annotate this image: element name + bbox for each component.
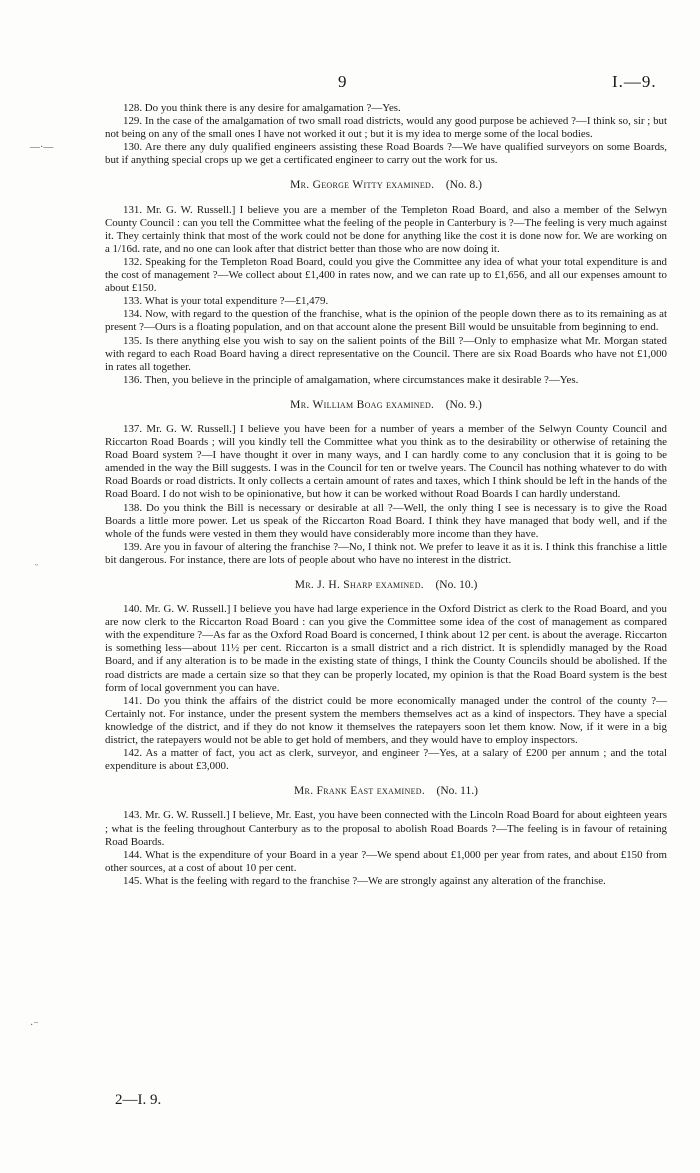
question-paragraph: 134. Now, with regard to the question of the franchise, what is the opinion of the people down there as to its remaining as at present ?—Ours is a floating population, and on that account alone the present Bill would be unsuitable from beginning to end. — [105, 308, 667, 334]
question-paragraph: 135. Is there anything else you wish to say on the salient points of the Bill ?—Only to emphasize what Mr. Morgan stated with regard to each Road Board having a direct representative on the Council. There are six Road Boards who have not £1,000 in rates all together. — [105, 334, 667, 373]
witness-title: Mr. Frank East examined. — [294, 785, 426, 798]
question-paragraph: 140. Mr. G. W. Russell.] I believe you have had large experience in the Oxford District as clerk to the Road Board, and you are now clerk to the Riccarton Road Board : can you give the Committee some idea of the cost of management as compared with the expenditure ?—As far as the Oxford Road Board is concerned, I think about 12 per cent. is about the average. Riccarton is something less—about 11½ per cent. Riccarton is a small district and a rich district. It is splendidly managed by the Road Board, and if any alteration is to be made in the existing state of things, I think the County Councils should be abolished. If the road districts are made a certain size so that they can be properly located, my opinion is that the Road Board system is the best form of local government you can have. — [105, 603, 667, 694]
witness-heading — [105, 179, 667, 192]
question-paragraph: 141. Do you think the affairs of the district could be more economically managed under the control of the county ?—Certainly not. For instance, under the present system the members themselves act as a kind of inspectors. They have a special knowledge of the district, and if they do not know it themselves the ratepayers soon let them know. Now, if it were in a big district, the ratepayers would not be able to get hold of members, and they would have to employ inspectors. — [105, 694, 667, 747]
page-number: 9 — [338, 72, 347, 91]
witness-title: Mr. J. H. Sharp examined. — [294, 579, 424, 591]
question-paragraph: 133. What is your total expenditure ?—£1,479. — [123, 295, 329, 308]
witness-number: (No. 8.) — [445, 179, 482, 192]
witness-number: (No. 10.) — [435, 579, 478, 591]
question-paragraph: 145. What is the feeling with regard to the franchise ?—We are strongly against any alteration of the franchise. — [123, 874, 606, 887]
question-paragraph: 131. Mr. G. W. Russell.] I believe you are a member of the Templeton Road Board, and also a member of the Selwyn County Council : can you tell the Committee what the feeling of the people in Canterbury is ?—The feeling is very much against it. They certainly think that most of the work could not be done for anything like the cost it is done now for. We are working on a 1/16d. rate, and no one can look after that district better than those who are now doing it. — [105, 203, 667, 255]
witness-title: Mr. William Boag examined. — [290, 398, 435, 411]
witness-heading — [105, 579, 667, 592]
footer-reference: 2—I. 9. — [115, 1092, 162, 1108]
document-reference: I.—9. — [612, 72, 657, 91]
witness-heading — [105, 399, 667, 412]
witness-number: (No. 9.) — [445, 398, 482, 411]
question-paragraph: 138. Do you think the Bill is necessary or desirable at all ?—Well, the only thing I see is necessary is to give the Road Boards a little more power. Let us speak of the Riccarton Road Board. I think they have managed that body well, and if the whole of the funds were vested in them they would have considerably more income than they have. — [105, 501, 667, 540]
question-paragraph: 132. Speaking for the Templeton Road Board, could you give the Committee any idea of what your total expenditure is and the cost of management ?—We collect about £1,400 in rates now, and we can rate up to £1,656, and all our expenses amount to about £150. — [105, 255, 667, 295]
witness-title: Mr. George Witty examined. — [290, 179, 435, 192]
question-paragraph: 130. Are there any duly qualified engineers assisting these Road Boards ?—We have qualified surveyors on some Boards, but if anything special crops up we get a certificated engineer to carry out the work for us. — [105, 141, 667, 167]
margin-mark: ·⁻ — [30, 1020, 39, 1031]
witness-heading — [105, 785, 667, 798]
document-body — [105, 102, 667, 888]
question-paragraph: 139. Are you in favour of altering the franchise ?—No, I think not. We prefer to leave it as it is. I think this franchise a little bit dangerous. For instance, there are lots of people about who have no interest in the district. — [105, 540, 667, 566]
question-paragraph: 129. In the case of the amalgamation of two small road districts, would any good purpose be achieved ?—I think so, sir ; but not being on any of the small ones I have not worked it out ; but it is my idea to merge some of the local bodies. — [105, 115, 667, 141]
margin-mark: ᵕ — [35, 560, 38, 571]
question-paragraph: 128. Do you think there is any desire for amalgamation ?—Yes. — [123, 102, 401, 114]
question-paragraph: 136. Then, you believe in the principle of amalgamation, where circumstances make it desirable ?—Yes. — [123, 373, 579, 386]
question-paragraph: 143. Mr. G. W. Russell.] I believe, Mr. East, you have been connected with the Lincoln Road Board for about eighteen years ; what is the feeling throughout Canterbury as to the proposal to abolish Road Boards ?—The feeling is in favour of retaining Road Boards. — [105, 809, 667, 848]
question-paragraph: 137. Mr. G. W. Russell.] I believe you have been for a number of years a member of the Selwyn County Council and Riccarton Road Boards ; will you kindly tell the Committee what you think as to the desirability or otherwise of retaining the Road Board system ?—I have thought it over in many ways, and I can hardly come to any conclusion that it is going to be amended in the way the Bill suggests. I was in the Council for ten or twelve years. The Council has nothing whatever to do with Road Boards or road districts. It only collects a certain amount of rates and taxes, which I think should be left in the hands of the Road Board. I do not wish to be opinionative, but how it can be worked without Road Boards I can hardly understand. — [105, 422, 667, 501]
margin-mark: —·— — [30, 142, 54, 153]
question-paragraph: 144. What is the expenditure of your Board in a year ?—We spend about £1,000 per year from rates, and about £150 from other sources, at a cost of about 10 per cent. — [105, 848, 667, 874]
question-paragraph: 142. As a matter of fact, you act as clerk, surveyor, and engineer ?—Yes, at a salary of £200 per annum ; and the total expenditure is about £3,000. — [105, 747, 667, 773]
witness-number: (No. 11.) — [436, 785, 478, 798]
